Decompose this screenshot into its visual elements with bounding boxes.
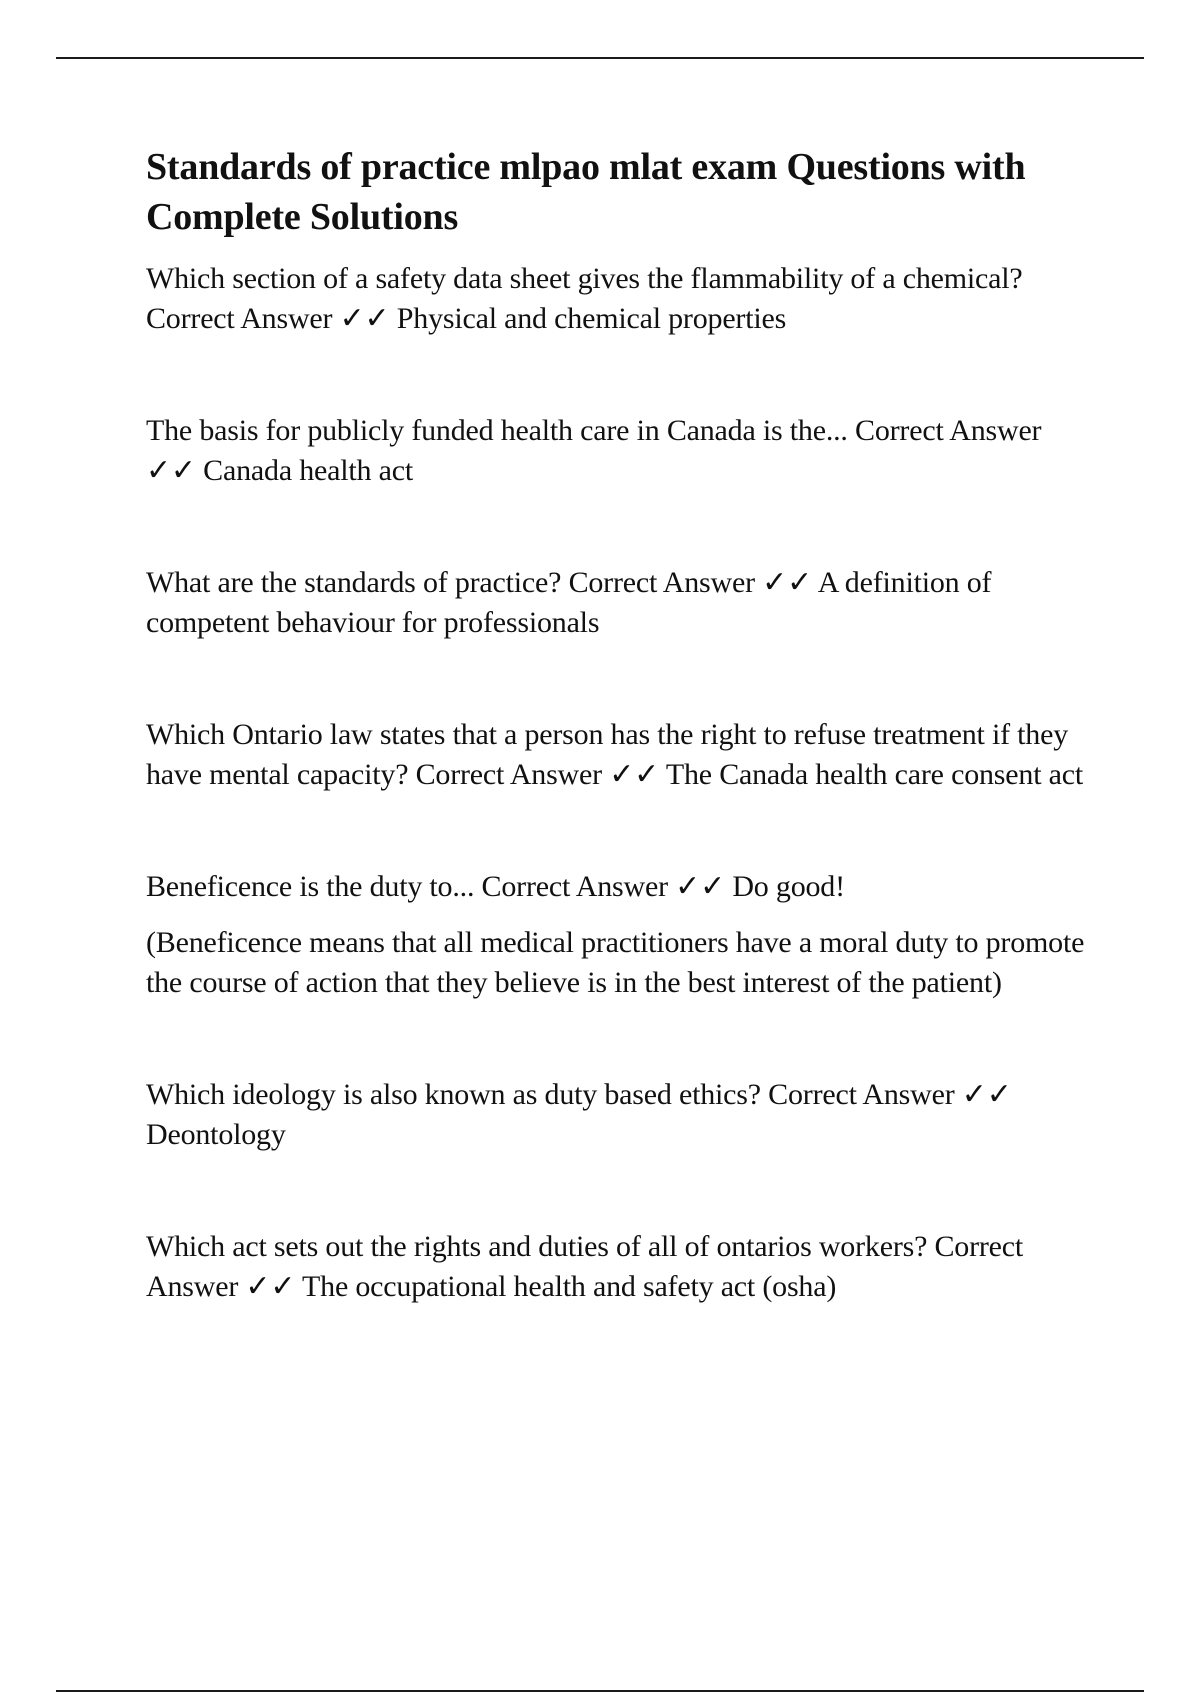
qa-item-public-health-care: The basis for publicly funded health care in Canada is the... Correct Answer ✓✓ Canada health act (146, 414, 1042, 487)
document-body (146, 142, 1086, 1307)
qa-item-standards-of-practice: What are the standards of practice? Correct Answer ✓✓ A definition of competent behaviour for professionals (146, 566, 992, 639)
qa-item-refuse-treatment: Which Ontario law states that a person has the right to refuse treatment if they have mental capacity? Correct Answer ✓✓ The Canada health care consent act (146, 718, 1083, 791)
qa-item-duty-based-ethics: Which ideology is also known as duty based ethics? Correct Answer ✓✓ Deontology (146, 1078, 1012, 1151)
qa-item-workers-rights: Which act sets out the rights and duties of all of ontarios workers? Correct Answer ✓✓ The occupational health and safety act (osha) (146, 1230, 1024, 1303)
qa-item-beneficence: Beneficence is the duty to... Correct Answer ✓✓ Do good! (146, 870, 845, 903)
qa-item-sds-flammability: Which section of a safety data sheet gives the flammability of a chemical? Correct Answer ✓✓ Physical and chemical properties (146, 262, 1023, 335)
header-rule (56, 57, 1144, 59)
footer-rule (56, 1690, 1144, 1692)
document-title: Standards of practice mlpao mlat exam Questions with Complete Solutions (146, 146, 1026, 238)
qa-item-beneficence-note: (Beneficence means that all medical practitioners have a moral duty to promote the course of action that they believe is in the best interest of the patient) (146, 926, 1085, 999)
